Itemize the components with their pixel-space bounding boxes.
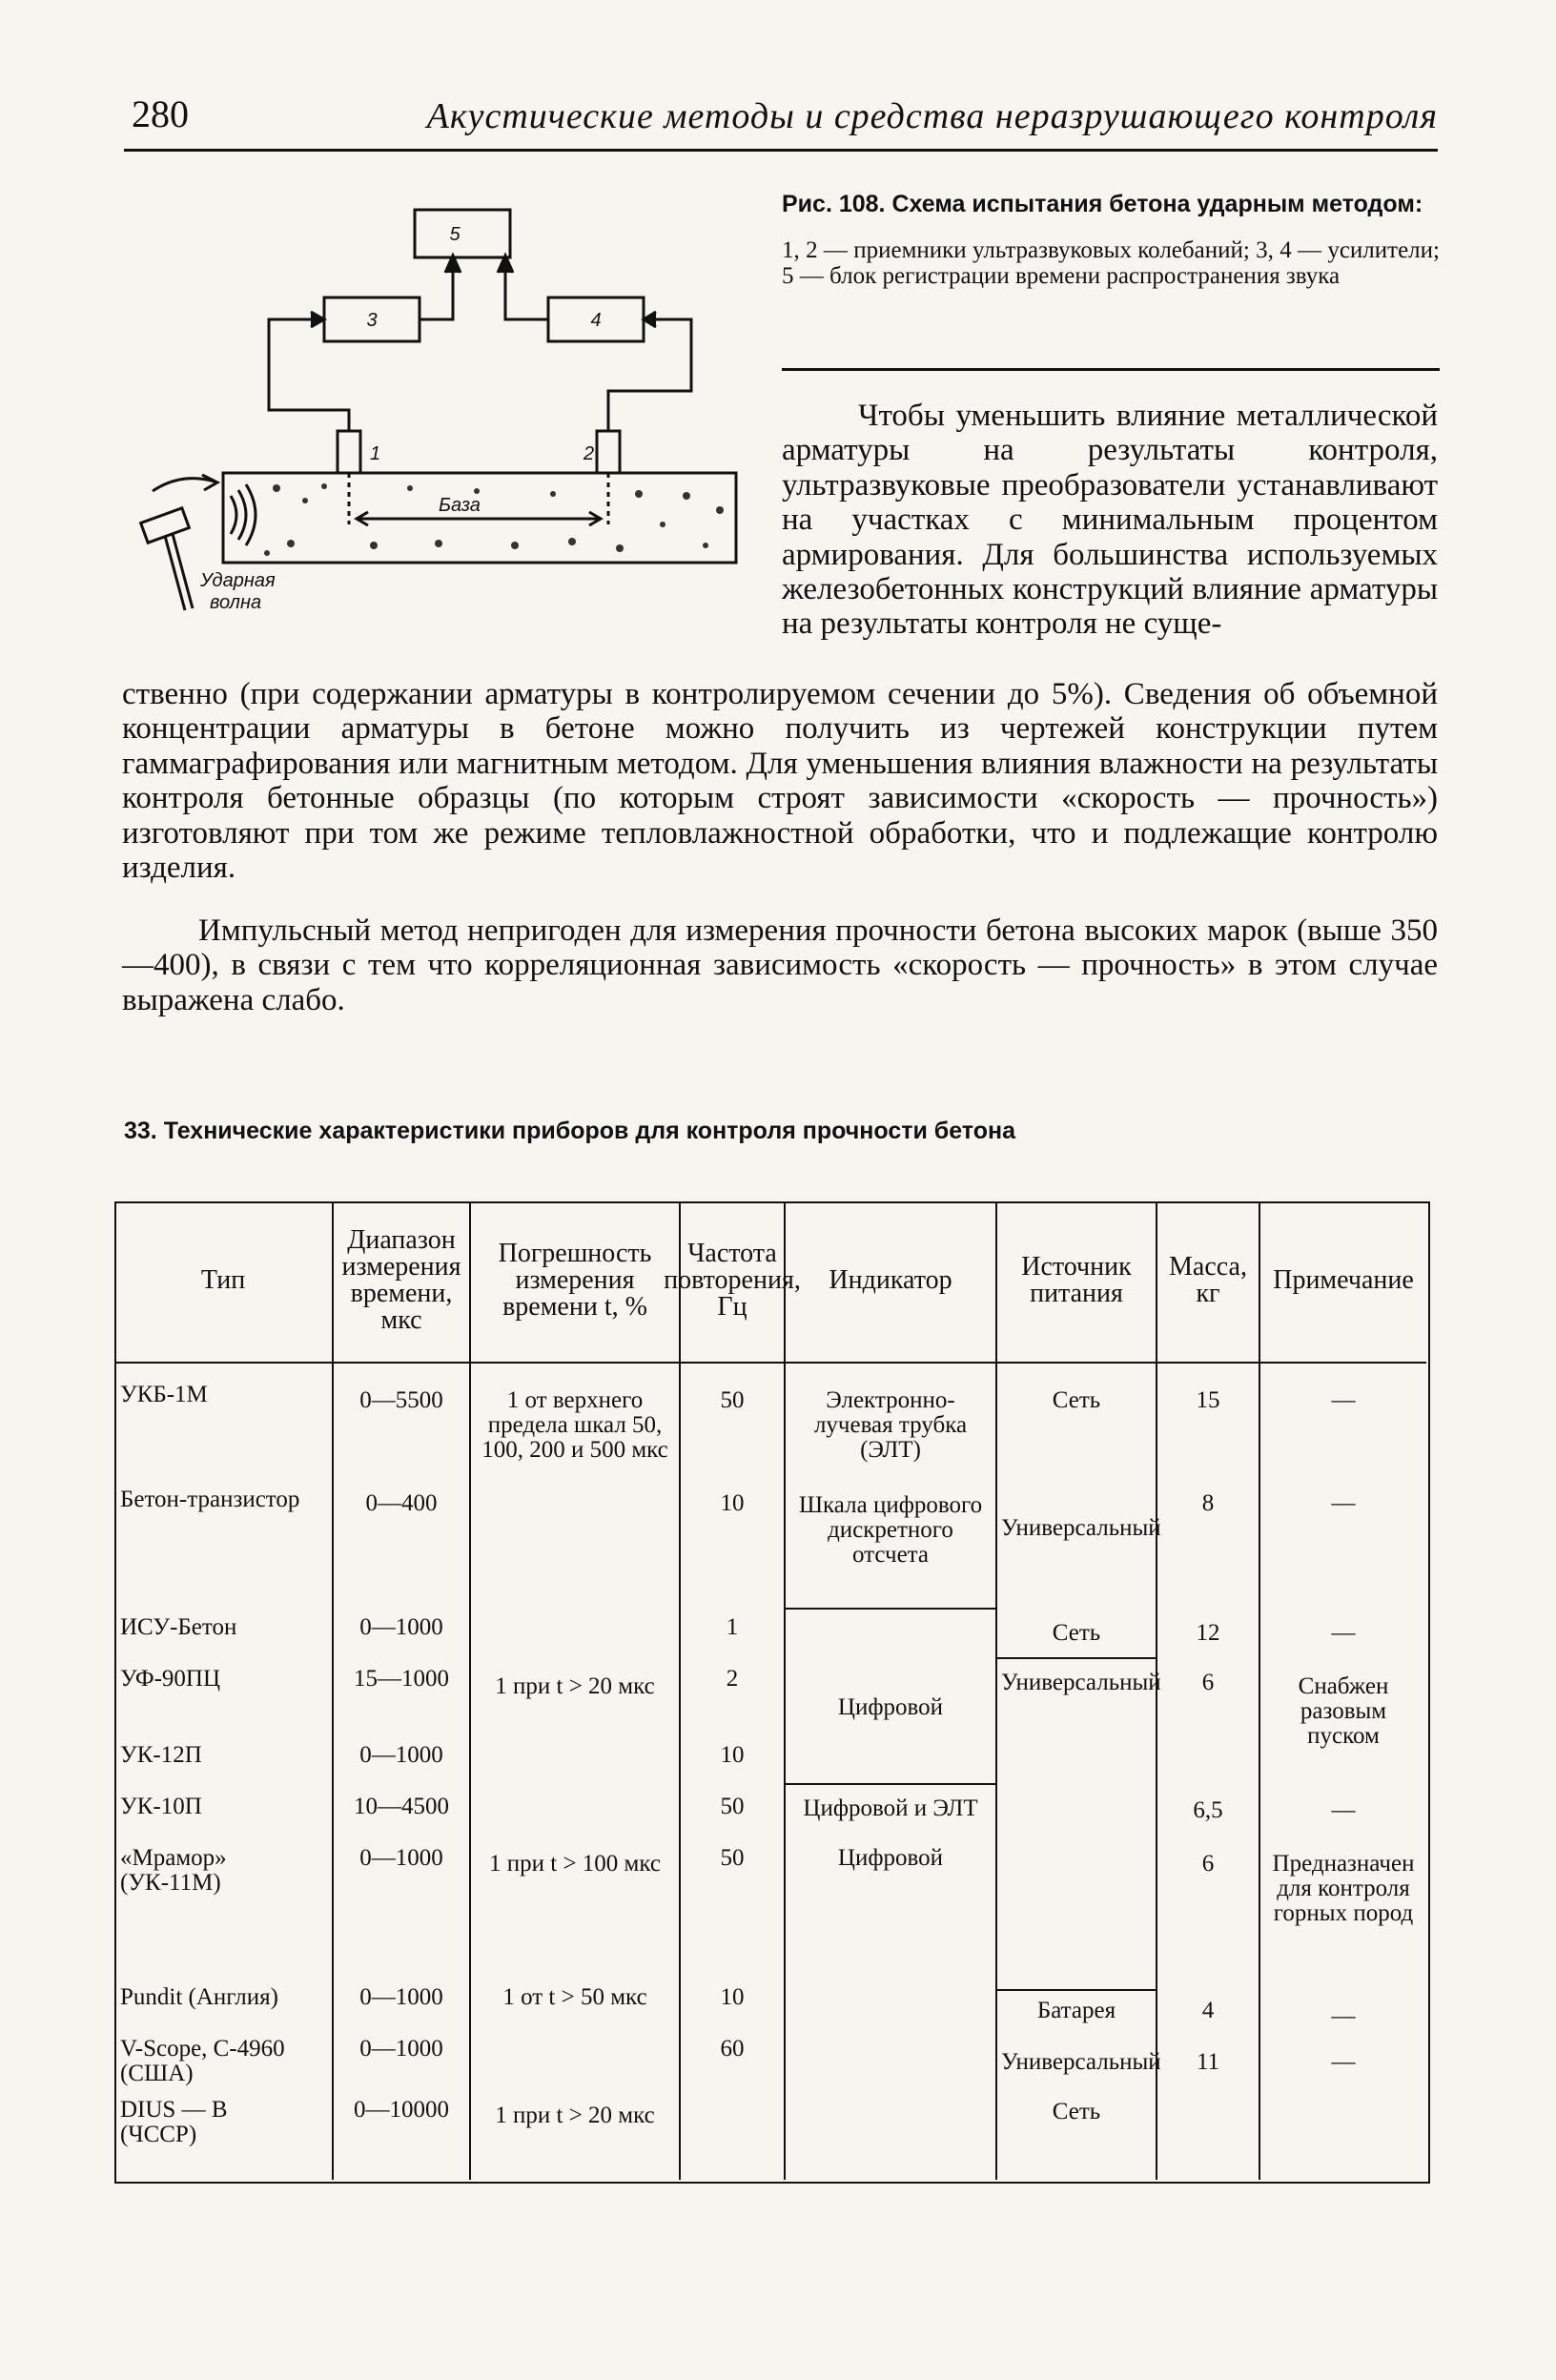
mass-cell: 6,5 bbox=[1193, 1797, 1223, 1823]
error-cell: 1 от верхнего предела шкал 50, 100, 200 и 500 мкс bbox=[481, 1387, 668, 1463]
receiver-2 bbox=[597, 431, 620, 473]
caption-legend: 1, 2 — приемники ультразвуковых колебаний; 3, 4 — усилители; 5 — блок регистрации времени распространения звука bbox=[782, 237, 1440, 289]
page-header bbox=[124, 92, 1438, 152]
receiver-2-label: 2 bbox=[584, 443, 595, 464]
paragraph-1-start: Чтобы уменьшить влияние металлической арматуры на результаты контроля, ультразвуковые преобразователи устанавливают на участках с минимальным процентом армирования. Для большинства используемых железобетонных конструкций влияние арматуры на результаты контроля не суще- bbox=[782, 399, 1438, 642]
mass-cell: 6 bbox=[1201, 1670, 1215, 1695]
caption-divider bbox=[782, 368, 1440, 371]
freq-cell: 50 bbox=[720, 1794, 745, 1819]
note-cell: — bbox=[1331, 1620, 1356, 1646]
header-mass: Масса, кг bbox=[1169, 1252, 1247, 1308]
range-cell: 0—10000 bbox=[354, 2097, 449, 2123]
type-cell: УФ-90ПЦ bbox=[120, 1666, 221, 1692]
range-cell: 0—1000 bbox=[359, 1742, 443, 1768]
freq-cell: 10 bbox=[720, 1490, 745, 1516]
note-cell: — bbox=[1331, 1490, 1356, 1516]
error-cell: 1 от t > 50 мкс bbox=[502, 1984, 647, 2010]
mass-cell: 15 bbox=[1196, 1387, 1220, 1413]
mass-cell: 8 bbox=[1201, 1490, 1215, 1516]
receiver-1 bbox=[338, 431, 360, 473]
figure-108 bbox=[124, 191, 753, 648]
block-5 bbox=[415, 210, 510, 257]
group-rule bbox=[786, 1608, 995, 1610]
group-rule bbox=[786, 1783, 995, 1785]
specs-table bbox=[114, 1201, 1430, 2184]
type-cell: V-Scope, С-4960 (США) bbox=[120, 2036, 285, 2086]
power-cell: Сеть bbox=[1052, 1620, 1101, 1646]
freq-cell: 1 bbox=[726, 1614, 739, 1640]
table-title: 33. Технические характеристики приборов для контроля прочности бетона bbox=[124, 1118, 1015, 1144]
indicator-cell: Цифровой и ЭЛТ bbox=[803, 1795, 978, 1821]
header-type: Тип bbox=[200, 1265, 246, 1295]
figure-caption bbox=[782, 191, 1440, 289]
type-cell: Pundit (Англия) bbox=[120, 1984, 278, 2010]
wave-label-line1: Ударная bbox=[200, 570, 276, 591]
freq-cell: 50 bbox=[720, 1387, 745, 1413]
paragraph-2: Импульсный метод непригоден для измерения прочности бетона высоких марок (выше 350—400), в связи с тем что корреляционная зависимость «скорость — прочность» в этом случае выражена слабо. bbox=[122, 913, 1438, 1017]
header-rule bbox=[114, 1362, 1426, 1364]
error-cell: 1 при t > 20 мкс bbox=[495, 1673, 655, 1699]
block-5-label: 5 bbox=[449, 224, 461, 245]
range-cell: 0—5500 bbox=[359, 1387, 443, 1413]
note-cell: — bbox=[1331, 2049, 1356, 2075]
freq-cell: 10 bbox=[720, 1984, 745, 2010]
power-cell: Сеть bbox=[1052, 1387, 1101, 1413]
caption-title: Рис. 108. Схема испытания бетона ударным методом: bbox=[782, 191, 1423, 217]
type-cell: DIUS — В (ЧССР) bbox=[120, 2097, 228, 2147]
freq-cell: 2 bbox=[726, 1666, 739, 1692]
power-cell: Универсальный bbox=[1001, 1515, 1161, 1541]
type-cell: УКБ-1М bbox=[120, 1382, 208, 1407]
power-cell: Батарея bbox=[1036, 1998, 1116, 2023]
error-cell: 1 при t > 20 мкс bbox=[495, 2103, 655, 2128]
indicator-cell: Цифровой bbox=[837, 1845, 944, 1871]
range-cell: 0—400 bbox=[365, 1490, 438, 1516]
header-note: Примечание bbox=[1273, 1265, 1414, 1295]
paragraph-1-continued: ственно (при содержании арматуры в контролируемом сечении до 5%). Сведения об объемной концентрации арматуры в бетоне можно получить из чертежей конструкции путем гаммаграфирования или магнитным методом. Для уменьшения влияния влажности на результаты контроля бетонные образцы (по которым строят зависимости «скорость — прочность») изготовляют при том же режиме тепловлажностной обработки, что и подлежащие контролю изделия. bbox=[122, 677, 1438, 886]
type-cell: «Мрамор» (УК-11М) bbox=[120, 1845, 227, 1896]
indicator-cell: Электронно-лучевая трубка (ЭЛТ) bbox=[813, 1387, 968, 1463]
note-cell: Предназначен для контроля горных пород bbox=[1272, 1851, 1415, 1926]
note-cell: — bbox=[1331, 2003, 1356, 2029]
freq-cell: 10 bbox=[720, 1742, 745, 1768]
running-title: Акустические методы и средства неразрушающего контроля bbox=[426, 96, 1438, 136]
header-error: Погрешность измерения времени t, % bbox=[498, 1239, 652, 1322]
range-cell: 15—1000 bbox=[354, 1666, 449, 1692]
header-frequency: Частота повторения, Гц bbox=[664, 1239, 801, 1322]
page-number: 280 bbox=[132, 92, 189, 135]
mass-cell: 11 bbox=[1196, 2049, 1220, 2075]
error-cell: 1 при t > 100 мкс bbox=[489, 1851, 661, 1877]
mass-cell: 12 bbox=[1196, 1620, 1220, 1646]
indicator-cell: Шкала цифрового дискретного отсчета bbox=[798, 1492, 983, 1568]
impact-test-schematic bbox=[124, 191, 753, 648]
receiver-1-label: 1 bbox=[370, 443, 381, 464]
mass-cell: 6 bbox=[1201, 1851, 1215, 1877]
type-cell: УК-10П bbox=[120, 1794, 202, 1819]
range-cell: 0—1000 bbox=[359, 2036, 443, 2062]
mass-cell: 4 bbox=[1201, 1998, 1215, 2023]
range-cell: 10—4500 bbox=[354, 1794, 449, 1819]
block-3-label: 3 bbox=[366, 310, 378, 331]
indicator-cell: Цифровой bbox=[837, 1694, 944, 1720]
note-cell: — bbox=[1331, 1387, 1356, 1413]
power-cell: Универсальный bbox=[1001, 1670, 1161, 1695]
note-cell: Снабжен разовым пуском bbox=[1298, 1673, 1389, 1749]
type-cell: Бетон-транзистор bbox=[120, 1487, 300, 1512]
freq-cell: 60 bbox=[720, 2036, 745, 2062]
header-indicator: Индикатор bbox=[829, 1265, 952, 1295]
note-cell: — bbox=[1331, 1797, 1356, 1823]
type-cell: УК-12П bbox=[120, 1742, 202, 1768]
freq-cell: 50 bbox=[720, 1845, 745, 1871]
base-label: База bbox=[439, 495, 481, 516]
group-rule bbox=[997, 1989, 1156, 1991]
block-4-label: 4 bbox=[590, 310, 602, 331]
type-cell: ИСУ-Бетон bbox=[120, 1614, 237, 1640]
header-power: Источник питания bbox=[1021, 1252, 1132, 1308]
wave-label-line2: волна bbox=[210, 592, 262, 613]
range-cell: 0—1000 bbox=[359, 1984, 443, 2010]
power-cell: Универсальный bbox=[1001, 2049, 1161, 2075]
header-range: Диапазон измерения времени, мкс bbox=[341, 1225, 461, 1335]
power-cell: Сеть bbox=[1052, 2099, 1101, 2124]
group-rule bbox=[997, 1657, 1156, 1659]
range-cell: 0—1000 bbox=[359, 1845, 443, 1871]
range-cell: 0—1000 bbox=[359, 1614, 443, 1640]
